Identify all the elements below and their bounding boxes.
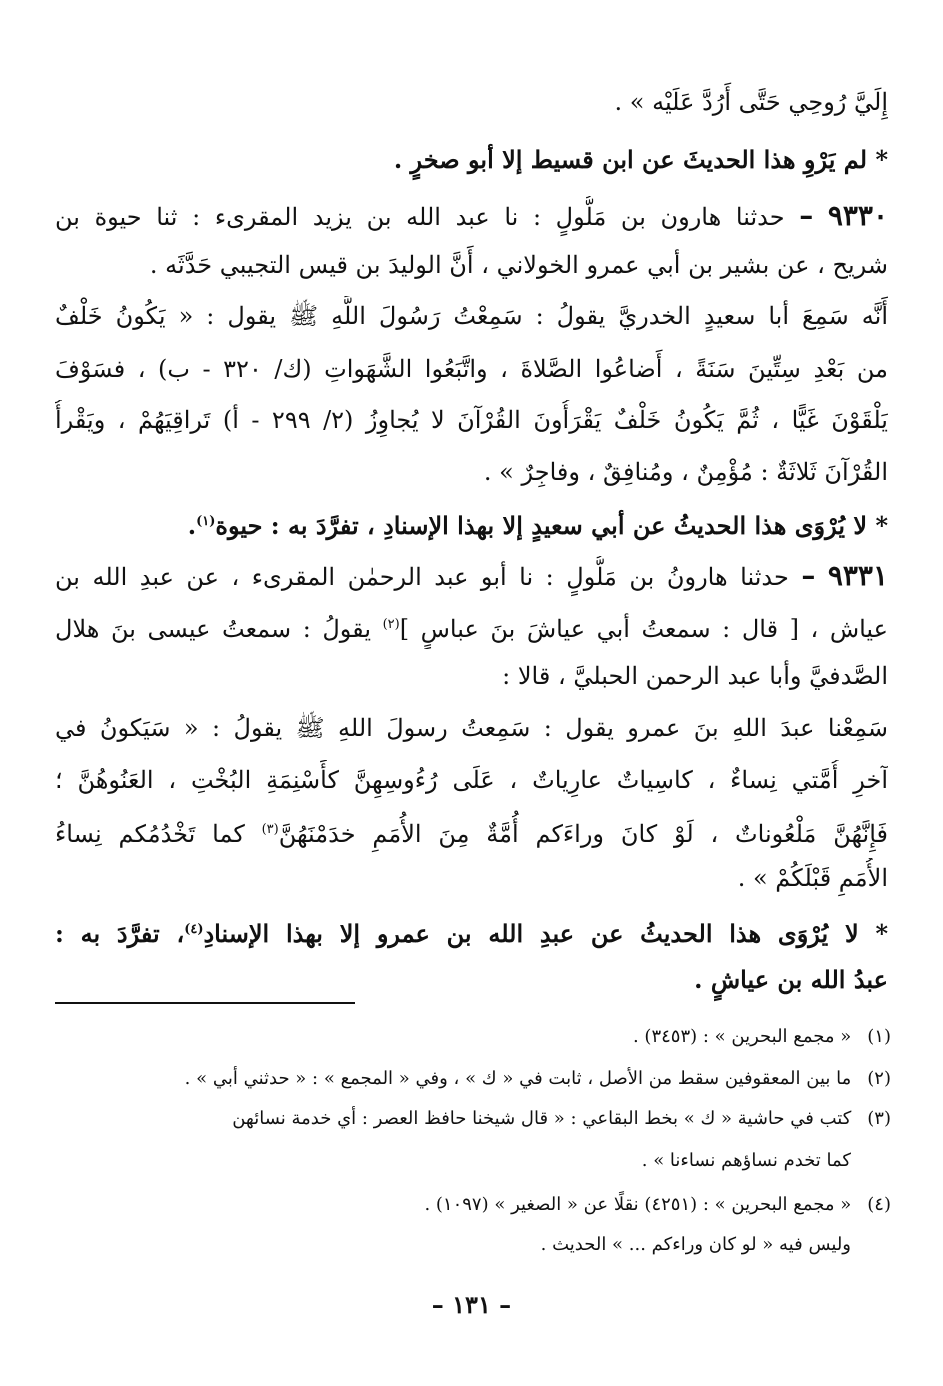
narration-note-3-text: * لا يُرْوَى هذا الحديثُ عن عبدِ الله بن عمرو إلا بهذا الإسنادِ [203, 919, 888, 948]
footnote-3-continuation [55, 1146, 851, 1182]
hadith-9330-matn-2: من بَعْدِ سِتِّينَ سَنَةً ، أَضاعُوا الصَّلاةَ ، واتَّبَعُوا الشَّهَواتِ (ك/ ٣٢٠ - ب) ، فسَوْفَ [55, 355, 888, 383]
hadith-9330-matn-4: القُرْآنَ ثَلاثَةٌ : مُؤْمِنٌ ، ومُنافِقٌ ، وفاجِرٌ » . [483, 458, 888, 486]
footnote-text: ما بين المعقوفين سقط من الأصل ، ثابت في « ك » ، وفي « المجمع » : « حدثني أبي » . [184, 1068, 852, 1089]
isnad-text-2: حدثنا هارونُ بن مَلُّولٍ : نا أبو عبد الرحمٰن المقرىء ، عن عبدِ الله بن [55, 563, 789, 591]
footnote-ref-2[interactable]: (٢) [382, 617, 400, 632]
hadith-number-9330: ٩٣٣٠ [827, 199, 888, 232]
footnote-1 [55, 1022, 891, 1058]
hadith-dash: – [799, 199, 814, 232]
footnote-3 [55, 1104, 891, 1140]
footnote-text: كما تخدم نساؤهم نساءنا » . [641, 1150, 851, 1171]
hadith-9330-matn-3: يَلْقَوْنَ غَيًّا ، ثُمَّ يَكُونُ خَلْفٌ يَقْرَأُونَ القُرْآنَ لا يُجاوِزُ (٢/ ٢٩٩ - أ) تَراقِيَهُمْ ، ويَقْرأُ [55, 406, 888, 434]
hadith-9331-line-3: الصَّدفيَّ وأبا عبد الرحمن الحبليَّ ، قالا : [502, 662, 888, 690]
footnote-separator [55, 1002, 355, 1004]
narration-note-2-text: * لا يُرْوَى هذا الحديثُ عن أبي سعيدٍ إلا بهذا الإسنادِ ، تفرَّدَ به : حيوة [215, 511, 888, 540]
hadith-9331-line-2 [55, 605, 888, 649]
narration-note-3 [55, 910, 888, 954]
bracketed-isnad: عياش ، [ قال : سمعتُ أبي عياشَ بنَ عباسٍ ] [399, 615, 888, 643]
footnote-4 [55, 1190, 891, 1226]
matn-text: فَإِنَّهُنَّ مَلْعُوناتٌ ، لَوْ كانَ وراءَكم أُمَّةٌ مِنَ الأُمَمِ خدَمْنَهُنَّ [278, 820, 888, 848]
footnote-number: (١) [867, 1026, 891, 1047]
footnote-text: « مجمع البحرين » : (٤٢٥١) نقلًا عن « الصغير » (١٠٩٧) . [424, 1194, 852, 1215]
page-number: – ١٣١ – [431, 1290, 512, 1319]
hadith-number-9331: ٩٣٣١ [827, 559, 888, 592]
isnad-text: حدثنا هارون بن مَلُّولٍ : نا عبد الله بن يزيد المقرىء : ثنا حيوة بن [55, 203, 785, 231]
hadith-9331-matn-4: الأُمَمِ قَبْلَكُمْ » . [737, 864, 888, 892]
footnote-text: وليس فيه « لو كان وراءكم ... » الحديث . [540, 1234, 851, 1255]
hadith-9331-matn-1: سَمِعْنا عبدَ اللهِ بنَ عمرو يقول : سَمِعتُ رسولَ اللهِ ﷺ يقولُ : « سَيَكونُ في [55, 714, 888, 742]
footnote-ref-4[interactable]: (٤) [184, 922, 204, 937]
footnote-number: (٤) [867, 1194, 891, 1215]
footnote-2 [55, 1064, 891, 1100]
narration-note-1: * لم يَرْوِ هذا الحديثَ عن ابن قسيط إلا أبو صخرٍ . [393, 145, 888, 174]
hadith-9331-line-1 [55, 556, 888, 600]
hadith-dash: – [801, 559, 816, 592]
text-line-1: إِلَيَّ رُوحِي حَتَّى أَرُدَّ عَلَيْه » . [614, 88, 888, 116]
footnote-ref-1[interactable]: (١) [196, 514, 216, 529]
footnote-text: « مجمع البحرين » : (٣٤٥٣) . [632, 1026, 852, 1047]
footnote-number: (٢) [867, 1068, 891, 1089]
footnote-4-continuation [55, 1230, 851, 1266]
narration-note-3-line-2: عبدُ الله بن عياشٍ . [694, 965, 888, 994]
narration-note-3-tail: ، تفرَّدَ به : [55, 919, 185, 948]
narration-note-2 [55, 502, 888, 546]
hadith-9330-line-1 [55, 196, 888, 240]
end-dot: . [187, 511, 197, 540]
matn-continuation: كما تَخْدُمُكم نِساءُ [55, 820, 245, 848]
footnote-text: كتب في حاشية « ك » بخط البقاعي : « قال شيخنا حافظ العصر : أي خدمة نسائهن [232, 1108, 852, 1129]
footnote-ref-3[interactable]: (٣) [261, 822, 279, 837]
footnote-number: (٣) [867, 1108, 891, 1129]
hadith-9330-line-2: شريح ، عن بشير بن أبي عمرو الخولاني ، أَنَّ الوليدَ بن قيس التجيبي حَدَّثَه . [149, 251, 888, 279]
hadith-9331-matn-3 [55, 810, 888, 854]
isnad-continuation: يقولُ : سمعتُ عيسى بنَ هلال [55, 615, 371, 643]
hadith-9330-matn-1: أَنَّه سَمِعَ أبا سعيدٍ الخدريَّ يقولُ : سَمِعْتُ رَسُولَ اللَّهِ ﷺ يقول : « يَكُونُ خَلْفٌ [55, 302, 888, 330]
hadith-9331-matn-2: آخرِ أُمَّتي نِساءٌ ، كاسِياتٌ عارِياتٌ ، عَلَى رُءُوسِهِنَّ كأَسْنِمَةِ البُخْتِ ، العَنُوهُنَّ ؛ [55, 766, 888, 794]
